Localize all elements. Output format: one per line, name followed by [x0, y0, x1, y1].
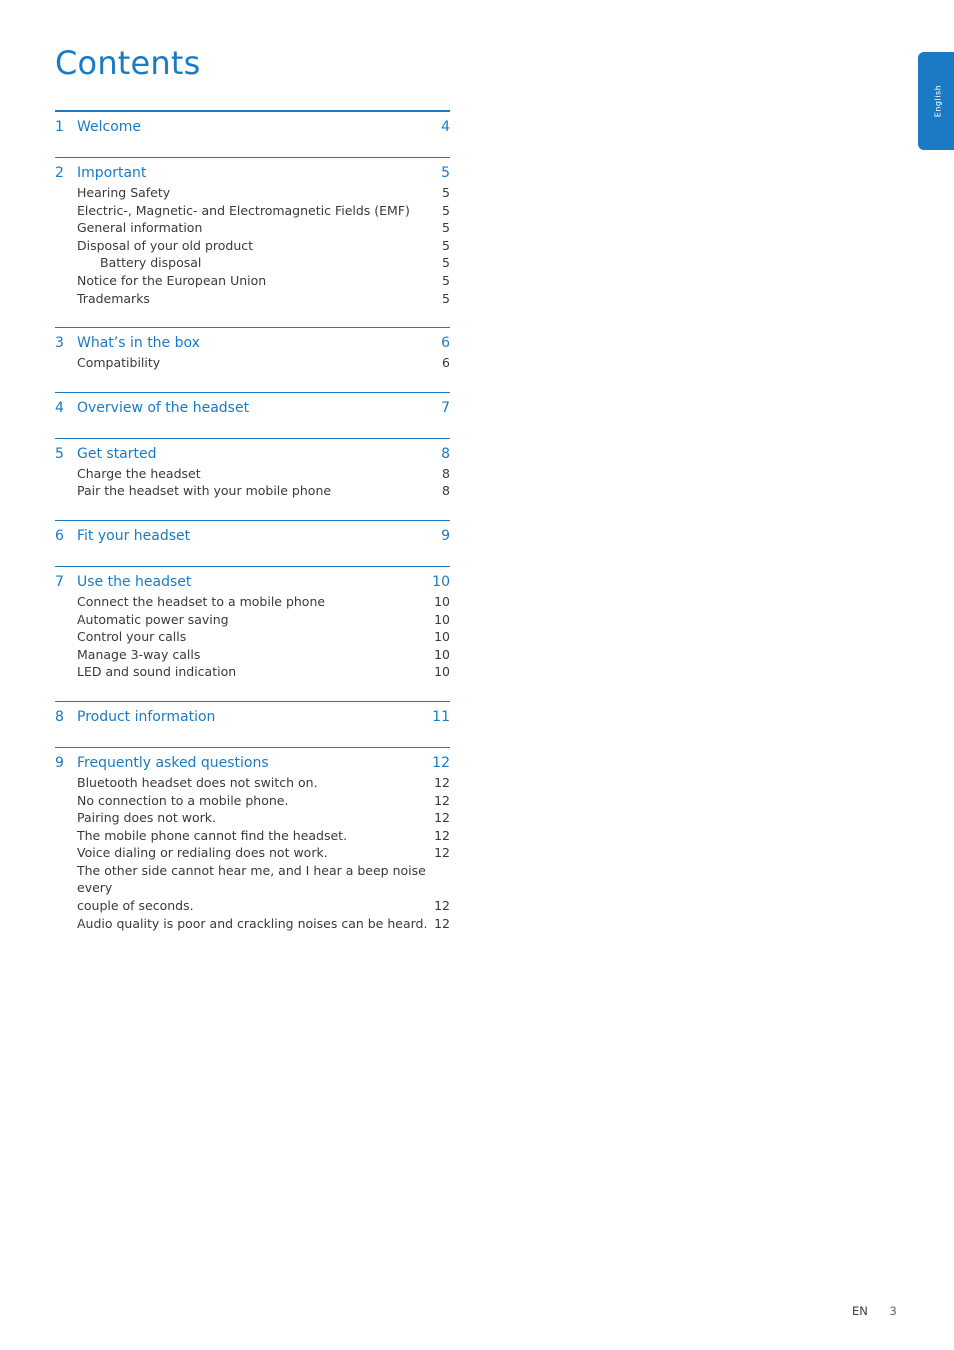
chapter-title: Frequently asked questions	[77, 754, 269, 771]
toc-entry-link[interactable]	[55, 809, 450, 827]
chapter-title: Welcome	[77, 119, 142, 135]
toc-section	[55, 392, 450, 418]
entry-title: No connection to a mobile phone.	[77, 792, 289, 808]
entry-page: 8	[442, 483, 450, 499]
chapter-page: 7	[441, 399, 450, 416]
entry-title: Battery disposal	[100, 255, 202, 271]
entry-title: Audio quality is poor and crackling noises can be heard.	[77, 915, 428, 931]
entry-title: The mobile phone cannot find the headset.	[77, 827, 348, 843]
toc-chapter-link[interactable]	[55, 118, 450, 137]
entry-title: Disposal of your old product	[77, 237, 254, 253]
entry-page: 5	[442, 202, 450, 218]
chapter-page: 12	[432, 754, 450, 771]
entry-page: 12	[434, 898, 450, 914]
language-tab[interactable]	[918, 52, 954, 150]
toc-entry-link[interactable]	[55, 915, 450, 933]
chapter-page: 8	[441, 445, 450, 462]
entry-title: General information	[77, 220, 203, 236]
toc-entry-link[interactable]	[55, 237, 450, 255]
entry-page: 10	[434, 611, 450, 627]
entry-title: Charge the headset	[77, 465, 201, 481]
entry-page: 5	[442, 220, 450, 236]
toc-chapter-link[interactable]	[55, 164, 450, 183]
entry-page: 5	[442, 185, 450, 200]
chapter-page: 9	[441, 527, 450, 544]
toc-entry-link[interactable]	[55, 646, 450, 664]
entry-title: Control your calls	[77, 629, 187, 645]
language-tab-label: English	[933, 84, 943, 118]
entry-title: couple of seconds.	[77, 898, 194, 914]
toc-section	[55, 438, 450, 500]
entry-title: Voice dialing or redialing does not work.	[77, 845, 328, 861]
entry-page: 5	[442, 272, 450, 288]
chapter-number: 6	[55, 527, 64, 544]
entry-title: Compatibility	[77, 355, 161, 371]
chapter-title: Overview of the headset	[77, 399, 250, 416]
toc-entry-link[interactable]	[55, 219, 450, 237]
entry-page: 5	[442, 255, 450, 271]
entry-page: 10	[434, 646, 450, 662]
entry-title: Notice for the European Union	[77, 272, 267, 288]
entry-page: 12	[434, 792, 450, 808]
chapter-number: 5	[55, 445, 64, 462]
entry-page: 10	[434, 629, 450, 645]
toc-entry-link[interactable]	[55, 465, 450, 483]
chapter-number: 2	[55, 165, 64, 181]
chapter-number: 1	[55, 119, 64, 135]
chapter-title: Use the headset	[77, 573, 192, 590]
entry-page: 12	[434, 810, 450, 826]
toc-section	[55, 520, 450, 546]
chapter-page: 5	[441, 165, 450, 181]
entry-title: Electric-, Magnetic- and Electromagnetic Fields (EMF)	[77, 202, 410, 218]
entry-page: 8	[442, 465, 450, 481]
entry-title: Pairing does not work.	[77, 810, 216, 826]
entry-title: Pair the headset with your mobile phone	[77, 483, 332, 499]
toc-entry-link[interactable]	[55, 254, 450, 272]
entry-title: Trademarks	[77, 290, 150, 306]
chapter-number: 9	[55, 754, 64, 771]
entry-title: LED and sound indication	[77, 664, 237, 680]
entry-page: 5	[442, 237, 450, 253]
toc-entry-link[interactable]	[55, 844, 450, 862]
toc-entry-link[interactable]	[55, 628, 450, 646]
footer-page-number: 3	[889, 1304, 897, 1318]
page-title: Contents	[55, 44, 201, 82]
toc-entry-link[interactable]	[55, 897, 450, 915]
toc-entry-link[interactable]	[55, 792, 450, 810]
toc-entry-link[interactable]	[55, 663, 450, 681]
toc-section	[55, 157, 450, 307]
toc-entry-link[interactable]	[55, 482, 450, 500]
chapter-page: 11	[432, 708, 450, 725]
table-of-contents	[55, 110, 450, 952]
toc-entry-link[interactable]	[55, 611, 450, 629]
toc-entry-link[interactable]	[55, 774, 450, 792]
entry-page: 10	[434, 593, 450, 609]
chapter-page: 10	[432, 573, 450, 590]
entry-title: Connect the headset to a mobile phone	[77, 593, 326, 609]
entry-page: 10	[434, 664, 450, 680]
toc-entry-link[interactable]	[55, 354, 450, 372]
entry-title: The other side cannot hear me, and I hear a beep noise every	[77, 862, 426, 896]
chapter-title: Get started	[77, 445, 157, 462]
entry-page: 5	[442, 290, 450, 306]
chapter-number: 3	[55, 335, 64, 352]
chapter-page: 6	[441, 335, 450, 352]
entry-page: 12	[434, 774, 450, 790]
toc-chapter-link[interactable]	[55, 708, 450, 727]
chapter-number: 7	[55, 573, 64, 590]
toc-chapter-link[interactable]	[55, 445, 450, 464]
toc-chapter-link[interactable]	[55, 573, 450, 592]
entry-title: Manage 3-way calls	[77, 646, 201, 662]
toc-entry-link[interactable]	[55, 272, 450, 290]
chapter-number: 4	[55, 399, 64, 416]
chapter-number: 8	[55, 708, 64, 725]
toc-chapter-link[interactable]	[55, 527, 450, 546]
toc-chapter-link[interactable]	[55, 334, 450, 353]
entry-title: Automatic power saving	[77, 611, 229, 627]
toc-chapter-link[interactable]	[55, 754, 450, 773]
entry-page: 12	[434, 915, 450, 931]
toc-chapter-link[interactable]	[55, 399, 450, 418]
entry-page: 6	[442, 355, 450, 371]
toc-entry-link[interactable]	[55, 593, 450, 611]
chapter-title: Important	[77, 165, 147, 181]
chapter-title: Product information	[77, 708, 216, 725]
toc-section	[55, 566, 450, 681]
entry-title: Bluetooth headset does not switch on.	[77, 774, 318, 790]
page-footer	[852, 1304, 897, 1318]
toc-section	[55, 701, 450, 727]
toc-entry-link[interactable]	[55, 290, 450, 308]
entry-page: 12	[434, 827, 450, 843]
entry-title: Hearing Safety	[77, 185, 171, 200]
entry-page: 12	[434, 845, 450, 861]
toc-entry-link[interactable]	[55, 862, 450, 897]
footer-language: EN	[852, 1304, 868, 1318]
chapter-title: What’s in the box	[77, 335, 200, 352]
chapter-page: 4	[441, 119, 450, 135]
toc-entry-link[interactable]	[55, 202, 450, 220]
toc-entry-link[interactable]	[55, 184, 450, 202]
toc-entry-link[interactable]	[55, 827, 450, 845]
toc-section	[55, 110, 450, 137]
chapter-title: Fit your headset	[77, 527, 191, 544]
toc-section	[55, 327, 450, 372]
toc-section	[55, 747, 450, 932]
